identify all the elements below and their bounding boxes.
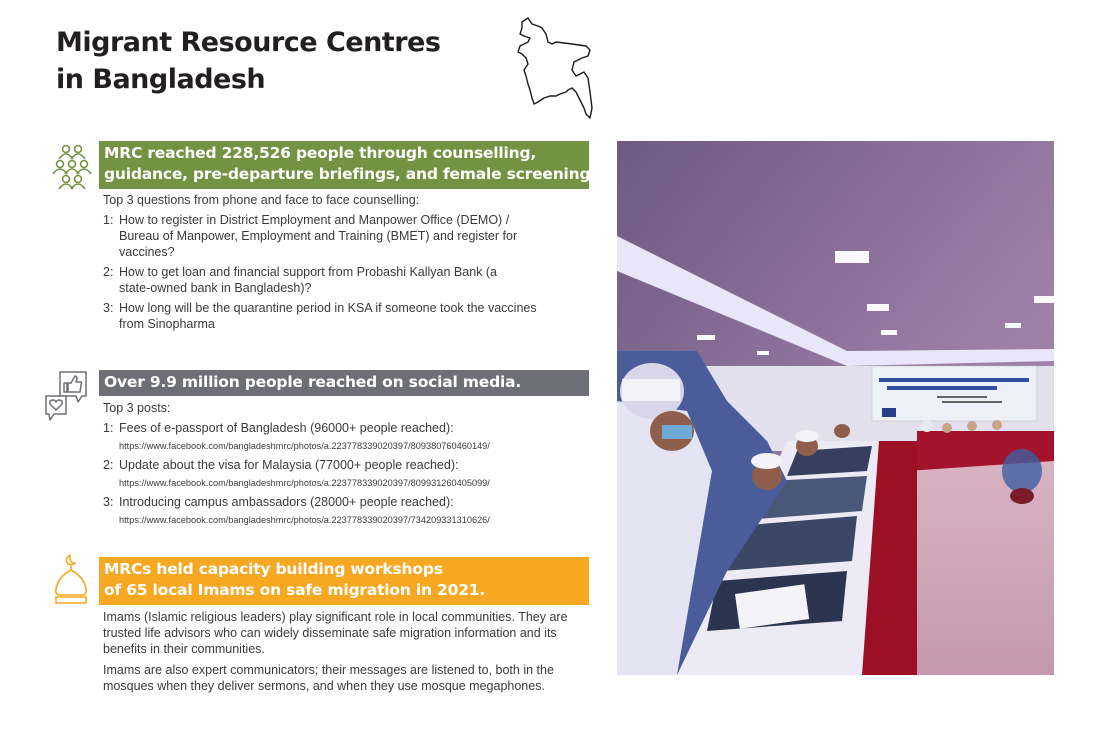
banner-line: Over 9.9 million people reached on social media. [104,373,522,391]
social-media-banner [99,370,589,396]
mosque-dome-icon [52,553,92,605]
question-item: 1: How to register in District Employment and Manpower Office (DEMO) / Bureau of Manpower, Employment and Training (BMET) and register for vaccines? [103,213,518,259]
post-item: 2: Update about the visa for Malaysia (77000+ people reached): https://www.facebook.com/bangladeshmrc/photos/a.223778339020397/809931260405099/ [103,458,490,488]
title-line-1: Migrant Resource Centres [56,27,441,58]
post-item: 3: Introducing campus ambassadors (28000+ people reached): https://www.facebook.com/bangladeshmrc/photos/a.223778339020397/734209331310626/ [103,495,490,525]
paragraph: Imams (Islamic religious leaders) play significant role in local communities. They are trusted life advisors who can widely disseminate safe migration information and its benefits in their communities. [103,610,568,656]
workshop-photo-illustration [617,141,1054,675]
banner-line: MRCs held capacity building workshops [104,560,443,578]
question-item: 2: How to get loan and financial support from Probashi Kallyan Bank (a state-owned bank in Bangladesh)? [103,265,497,295]
questions-intro: Top 3 questions from phone and face to face counselling: [103,193,420,207]
post-link[interactable]: https://www.facebook.com/bangladeshmrc/photos/a.223778339020397/809931260405099/ [119,478,490,488]
posts-intro: Top 3 posts: [103,401,171,415]
imams-workshop-banner [99,557,589,605]
question-item: 3: How long will be the quarantine period in KSA if someone took the vaccines from Sinopharma [103,301,537,331]
paragraph: Imams are also expert communicators; their messages are listened to, both in the mosques when they deliver sermons, and when they use mosque megaphones. [103,663,554,693]
page-title [56,24,440,98]
post-link[interactable]: https://www.facebook.com/bangladeshmrc/photos/a.223778339020397/734209331310626/ [119,515,490,525]
banner-line: of 65 local Imams on safe migration in 2021. [104,581,486,599]
banner-line: guidance, pre-departure briefings, and female screening. [104,165,597,183]
social-like-heart-icon [44,370,90,426]
workshop-photo [617,141,1054,675]
title-line-2: in Bangladesh [56,64,266,95]
counselling-banner [99,141,597,189]
post-item: 1: Fees of e-passport of Bangladesh (96000+ people reached): https://www.facebook.com/bangladeshmrc/photos/a.223778339020397/809380760460149/ [103,421,490,451]
bangladesh-map-icon [510,12,600,127]
social-posts [103,400,490,527]
imams-description [103,609,583,699]
post-link[interactable]: https://www.facebook.com/bangladeshmrc/photos/a.223778339020397/809380760460149/ [119,441,490,451]
counselling-questions [103,192,543,332]
people-group-icon [52,143,92,191]
banner-line: MRC reached 228,526 people through counselling, [104,144,537,162]
